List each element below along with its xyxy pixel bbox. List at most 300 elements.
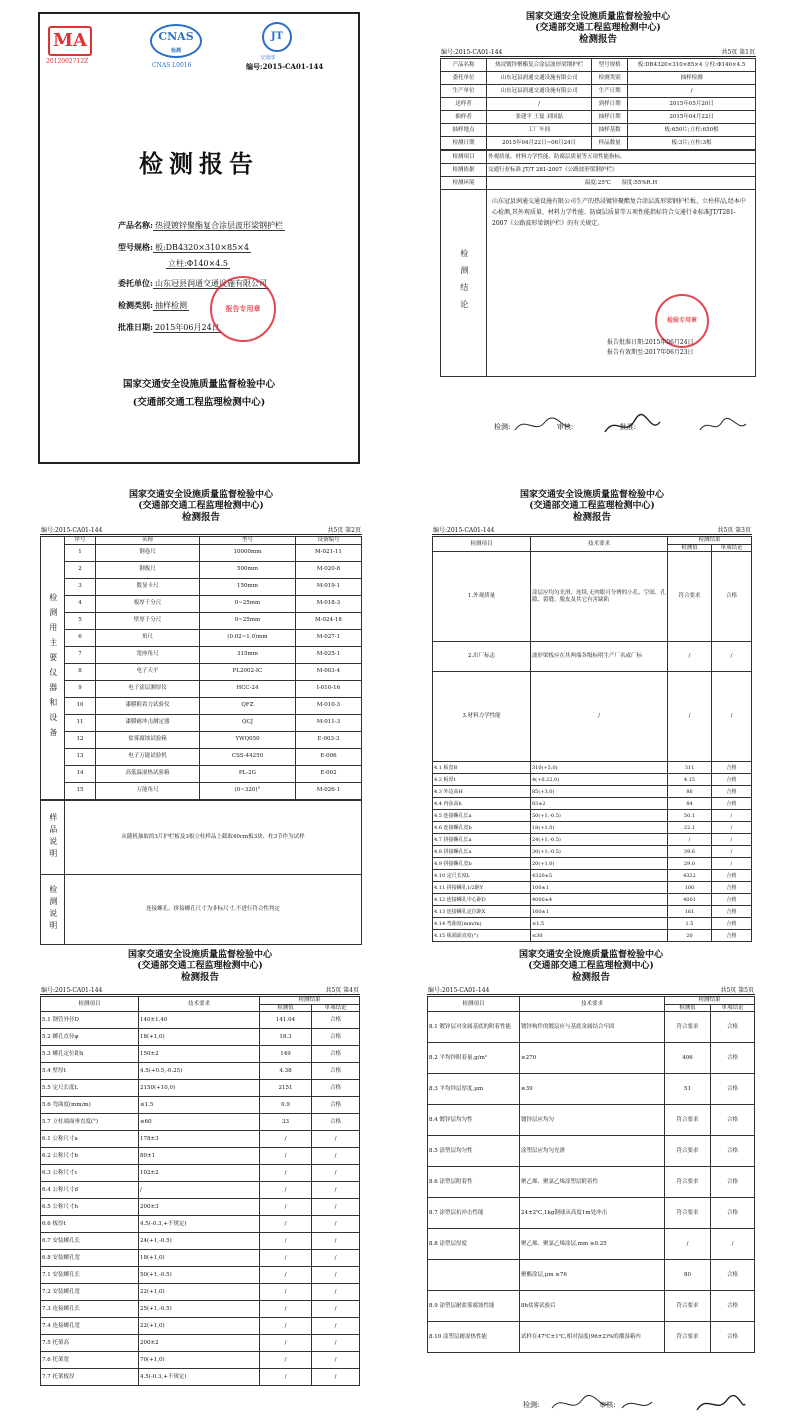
field-approve-date: 批准日期: 2015年06月24日 [118,322,220,332]
cnas-number: CNAS L0016 [152,62,192,69]
table-cell: 4.6 连接螺孔宽b [433,822,531,834]
info-cell: 检测类别 [592,72,628,85]
table-cell: 符合要求 [665,1136,711,1167]
table-row [41,595,362,612]
table-cell: 合格 [711,1105,755,1136]
table-cell: 聚乙烯、聚氯乙烯涂层,mm ≥0.25 [520,1229,665,1260]
table-cell: 符合要求 [665,1198,711,1229]
table-cell: / [312,1284,360,1301]
table-cell: / [312,1335,360,1352]
table-cell: 4.1 板宽B [433,762,531,774]
table-cell: 5.4 壁厚t [41,1063,139,1080]
table-cell: 11 [65,714,96,731]
info-cell: 抽样基数 [592,124,628,137]
table-cell: 0.9 [260,1097,312,1114]
table-cell: 6 [65,629,96,646]
column-header: 设备编号 [295,537,361,545]
table-row [428,1012,755,1043]
table-row [433,882,752,894]
table-cell: 高低温湿热试验箱 [96,765,200,782]
info-row [441,124,756,137]
table-cell: 壁厚千分尺 [96,612,200,629]
table-cell: 140±1.40 [139,1012,260,1029]
field-model-2: 立柱:Φ140×4.5 [168,259,228,268]
field-model: 型号规格: 板:DB4320×310×85×4 [118,242,249,252]
table-cell: 22.1 [668,822,712,834]
table-cell: 406 [665,1043,711,1074]
signature-marks [510,410,750,440]
table-cell: 合格 [711,1291,755,1322]
table-cell: M-020-8 [295,561,361,578]
table-cell: / [260,1250,312,1267]
table-cell: 钢板尺 [96,561,200,578]
table-cell: 0~25mm [200,595,296,612]
table-cell: 10000mm [200,544,296,561]
table-cell: M-026-1 [295,782,361,799]
issue-seal: 检验专用章 [655,294,709,348]
table-cell: 合格 [711,1136,755,1167]
table-row [41,1250,360,1267]
table-cell: 电子涂层测厚仪 [96,680,200,697]
table-cell: 合格 [711,1260,755,1291]
table-cell: 电子天平 [96,663,200,680]
page-number-bar: 编号:2015-CA01-144 共5页 第2页 [41,527,361,534]
table-row [41,1335,360,1352]
table-cell: 合格 [712,882,752,894]
table-row [433,894,752,906]
table-cell: 51 [665,1074,711,1105]
jt-logo: JT [262,22,292,52]
table-row [428,1291,755,1322]
table-cell: 合格 [312,1097,360,1114]
table-cell: 合格 [712,762,752,774]
table-cell: (0.02~1.0)mm [200,629,296,646]
table-cell: 5.7 立柱端面垂直度(°) [41,1114,139,1131]
table-cell: 合格 [312,1012,360,1029]
table-row [41,1012,360,1029]
table-cell: 39.6 [668,846,712,858]
table-header-row [41,537,362,545]
table-cell: 83±2 [531,798,668,810]
table-cell: 合格 [312,1114,360,1131]
table-cell: 4322 [668,870,712,882]
table-cell: 合格 [711,1012,755,1043]
info-cell: 样品数量 [592,137,628,150]
table-cell: 合格 [712,786,752,798]
table-cell: 50.1 [668,810,712,822]
table-row [41,629,362,646]
info-cell: 产品名称 [441,59,487,72]
table-row [41,1097,360,1114]
table-cell: 0~25mm [200,612,296,629]
table-cell: 5.2 螺孔直径φ [41,1029,139,1046]
table-cell: 2150(+10,0) [139,1080,260,1097]
page-header: 国家交通安全设施质量监督检验中心 (交通部交通工程监理检测中心) 检测报告 [127,950,272,983]
table-cell: M-021-11 [295,544,361,561]
table-row [41,1267,360,1284]
table-cell: 149 [260,1046,312,1063]
report-page-1 [440,12,756,457]
table-row [428,1167,755,1198]
table-row [41,1080,360,1097]
table-cell: 镀锌构件的镀层应与基底金属结合牢固 [520,1012,665,1043]
org-name: 国家交通安全设施质量监督检验中心 [122,379,275,390]
table-cell: 9 [65,680,96,697]
table-row [41,578,362,595]
page-number-bar: 编号:2015-CA01-144 共5页 第3页 [433,527,751,534]
table-cell: 100±1 [531,882,668,894]
table-cell: ≤30 [531,930,668,942]
table-cell: 合格 [312,1063,360,1080]
table-cell: 宽座角尺 [96,646,200,663]
table-row [41,680,362,697]
results-table: 检测项目 技术要求 检测结果 检测值 单项结论 1.外观质量 涂层应均匀光滑、连续,无肉眼可分辨的小孔、空间、孔隙、裂缝、脱皮及其它有害缺陷 符合要求 合格 2.出厂标志 波形梁板应在其两端各级标明生产厂名或厂标 / / 3.材料力学性能 / / / 4.1 板宽B 310(+5,0) 311 合格 4.2 板厚t 4(+0.22,0) 4.15 合格 4.3 外边高H 85(+3,0) 86 合格 4.4 内弦高h 83±2 84 合格 4.5 连接螺孔长a 50(+1,-0.5) 50.1 / 4.6 连接螺孔宽b 18(+1,0) 22.1 / 4.7 拼接螺孔长a 24(+1,-0.5) / / 4.8 拼接螺孔长a 30(+1,-0.5) 39.6 / 4.9 拼接螺孔宽b 20(+1,0) 29.0 / 4.10 定尺长度L 4320±5 4322 合格 4.11 拼接螺孔1/2距Y 100±1 100 合格 4.12 连接螺孔中心距D 4000±4 4001 合格 4.13 连接螺孔定位距X 160±1 161 合格 4.14 弯曲度(mm/m) ≤1.5 1.5 合格 4.15 板端面直度(°) ≤30 20 合格 [432,536,752,942]
table-cell: 合格 [712,930,752,942]
table-row [433,858,752,870]
table-row [433,930,752,942]
table-row [41,714,362,731]
table-cell: 1 [65,544,96,561]
table-cell: / [260,1335,312,1352]
table-cell: 12 [65,731,96,748]
table-cell: 160±1 [531,906,668,918]
table-cell: 4320±5 [531,870,668,882]
table-row [41,646,362,663]
table-cell: 4.3 外边高H [433,786,531,798]
table-row [41,1199,360,1216]
table-cell: 4(+0.22,0) [531,774,668,786]
table-cell: / [711,1229,755,1260]
table-cell: M-003-4 [295,663,361,680]
table-cell: 钢卷尺 [96,544,200,561]
table-cell: 7.6 托架宽 [41,1352,139,1369]
table-cell: QCJ [200,714,296,731]
table-cell: 310(+5,0) [531,762,668,774]
table-cell: 聚乙烯、聚氯乙烯涂塑层附着性 [520,1167,665,1198]
table-cell: 漆膜附着力试验仪 [96,697,200,714]
table-cell: M-024-18 [295,612,361,629]
page-header: 国家交通安全设施质量监督检验中心 (交通部交通工程监理检测中心) 检测报告 [128,490,273,523]
table-cell: HCC-24 [200,680,296,697]
table-cell: 315mm [200,646,296,663]
table-cell: ≥270 [520,1043,665,1074]
table-cell: 102±2 [139,1165,260,1182]
table-cell: 4.5(-0.3,+不规定) [139,1369,260,1386]
table-row [433,834,752,846]
page-header: 国家交通安全设施质量监督检验中心 (交通部交通工程监理检测中心) 检测报告 [519,490,664,523]
table-cell: / [260,1148,312,1165]
info-cell: 生产日期 [592,85,628,98]
info-row [441,98,756,111]
table-cell: / [312,1199,360,1216]
table-cell: 50(+1,-0.5) [139,1267,260,1284]
table-cell: M-011-3 [295,714,361,731]
table-cell: M-010-3 [295,697,361,714]
field-category: 检测类别: 抽样检测 [118,300,187,310]
table-row [433,774,752,786]
table-cell: PL2002-IC [200,663,296,680]
table-row [433,810,752,822]
table-cell: 板厚千分尺 [96,595,200,612]
table-cell: 5.3 螺孔定位距h [41,1046,139,1063]
table-cell: / [312,1182,360,1199]
table-cell: 合格 [711,1043,755,1074]
table-cell: 合格 [711,1322,755,1353]
table-row [428,1105,755,1136]
table-row [41,1233,360,1250]
info-cell: 生产单位 [441,85,487,98]
table-cell: 33 [260,1114,312,1131]
table-cell: 8.4 镀锌层均匀性 [428,1105,520,1136]
table-cell: 13 [65,748,96,765]
table-cell: 4.13 连接螺孔定位距X [433,906,531,918]
table-cell: 50(+1,-0.5) [531,810,668,822]
table-cell: 14 [65,765,96,782]
table-cell [428,1260,520,1291]
table-row [41,748,362,765]
info-cell: 山东冠县润通交通设施有限公司 [487,72,592,85]
field-product-name: 产品名称: 热浸镀锌聚酯复合涂层波形梁钢护栏 [118,220,283,230]
table-row [41,1165,360,1182]
page-number-bar: 编号:2015-CA01-144 共5页 第4页 [41,987,359,994]
report-page-2 [40,490,362,935]
table-cell: 符合要求 [665,1291,711,1322]
table-cell: / [312,1233,360,1250]
table-cell: 8.1 镀锌层对金属基底的附着性能 [428,1012,520,1043]
table-cell: E-003-3 [295,731,361,748]
ma-logo: MA [48,26,92,56]
table-cell: 2151 [260,1080,312,1097]
table-cell: 7 [65,646,96,663]
table-cell: QFZ [200,697,296,714]
table-cell: 合格 [712,894,752,906]
table-cell: 4001 [668,894,712,906]
table-cell: 18(+1,0) [139,1250,260,1267]
table-cell: / [312,1318,360,1335]
items-table: 检测项目 外观质量、材料力学性能、防腐层质量等五项性能指标。 检测依据 交通行业标准 JT/T 281-2007《公路波形梁钢护栏》 检测环境 温度:25℃ 湿度:55%R.H 检测结论 山东冠县润通交通设施有限公司生产的热浸镀锌聚酯复合涂层波形梁钢护栏板、立柱样品,经本中心检测,其外观质量、材料力学性能、防腐层质量等五项性能指标符合交通行业标准JT/T281-2007《公路波形梁钢护栏》的有关规定。 检验专用章 报告批准日期:2015年06月24日 报告有效期至:2017年06月23日 [440,150,756,377]
table-cell: 符合要求 [665,1012,711,1043]
table-cell: 30(+1,-0.5) [531,846,668,858]
report-cover-page [38,12,360,464]
info-cell: 委托单位 [441,72,487,85]
table-row [41,1352,360,1369]
table-cell: 7.4 连接螺孔宽 [41,1318,139,1335]
table-cell: 镀锌层应均匀 [520,1105,665,1136]
side-label-cell [41,537,65,800]
table-cell: 161 [668,906,712,918]
column-header: 序号 [65,537,96,545]
table-cell: E-006 [295,748,361,765]
table-row [433,918,752,930]
table-cell: / [260,1318,312,1335]
cnas-logo: CNAS 检测 [150,24,202,58]
info-cell: 抽样检测 [628,72,756,85]
table-cell: 24±2℃,1kg钢球从高度1m处冲击 [520,1198,665,1229]
table-row [41,782,362,799]
table-cell: 1.5 [668,918,712,930]
table-cell: 4.15 [668,774,712,786]
page-title: 检测报告 [139,149,259,178]
table-row [41,1046,360,1063]
page-number-bar: 编号:2015-CA01-144 共5页 第1页 [441,49,755,56]
table-cell: 20(+1,0) [531,858,668,870]
table-cell: I-010-16 [295,680,361,697]
info-row [441,85,756,98]
table-cell: 符合要求 [665,1105,711,1136]
table-row [433,870,752,882]
table-cell: 4.5(-0.3,+不规定) [139,1216,260,1233]
table-cell: 8.5 涂塑层均匀性 [428,1136,520,1167]
table-row [41,561,362,578]
page-header: 国家交通安全设施质量监督检验中心 (交通部交通工程监理检测中心) 检测报告 [525,12,670,45]
page-number-bar: 编号:2015-CA01-144 共5页 第5页 [428,987,754,994]
table-row [428,1260,755,1291]
table-cell: 8.7 涂塑层抗冲击性能 [428,1198,520,1229]
table-cell: / [260,1199,312,1216]
table-cell: M-019-1 [295,578,361,595]
table-cell: M-027-1 [295,629,361,646]
table-cell: 150mm [200,578,296,595]
table-cell: / [260,1165,312,1182]
table-cell: ≤1.5 [531,918,668,930]
table-row [41,697,362,714]
table-cell: 86 [668,786,712,798]
table-row [428,1136,755,1167]
table-cell: PL-2G [200,765,296,782]
table-cell: / [712,858,752,870]
table-cell: / [312,1148,360,1165]
table-row [41,1131,360,1148]
signature-row: 检测: 审核: 批准: [494,423,637,431]
table-cell: / [712,846,752,858]
field-client: 委托单位: 山东冠县润通交通设施有限公司 [118,278,267,288]
info-row [441,72,756,85]
table-cell: 4.15 板端面直度(°) [433,930,531,942]
table-row [428,1229,755,1260]
table-cell: 20 [668,930,712,942]
table-cell: / [668,834,712,846]
table-cell: 6.5 公称尺寸h [41,1199,139,1216]
table-cell: 8h盐雾试验后 [520,1291,665,1322]
table-cell: 18.3 [260,1029,312,1046]
info-cell: 抽样者 [441,111,487,124]
table-cell: 200±2 [139,1335,260,1352]
table-cell: 3 [65,578,96,595]
table-cell: 电子万能试验机 [96,748,200,765]
info-cell: 板:3片;立柱:3根 [628,137,756,150]
table-cell: 4.7 拼接螺孔长a [433,834,531,846]
table-cell: 500mm [200,561,296,578]
table-row [41,612,362,629]
table-row [41,1148,360,1165]
table-row [41,765,362,782]
table-cell: 7.2 安装螺孔宽 [41,1284,139,1301]
table-cell: 4.38 [260,1063,312,1080]
table-cell: / [260,1233,312,1250]
table-row [433,846,752,858]
table-cell: / [260,1182,312,1199]
table-cell: 8.6 涂塑层附着性 [428,1167,520,1198]
table-cell: 合格 [312,1080,360,1097]
info-cell: 检测日期 [441,137,487,150]
table-cell: 合格 [712,774,752,786]
table-cell: 311 [668,762,712,774]
table-cell: 6.7 安装螺孔长 [41,1233,139,1250]
table-cell: 合格 [711,1074,755,1105]
table-row [433,822,752,834]
table-cell: / [312,1267,360,1284]
table-cell: 7.7 托架板厚 [41,1369,139,1386]
table-cell: 6.6 板厚t [41,1216,139,1233]
info-cell: 2015年05月20日 [628,98,756,111]
table-cell: / [260,1369,312,1386]
table-cell: 4.9 拼接螺孔宽b [433,858,531,870]
table-row [428,1322,755,1353]
approve-date: 报告批准日期:2015年06月24日 [607,339,694,346]
table-cell: 合格 [712,870,752,882]
table-cell: / [260,1131,312,1148]
table-cell: 80±1 [139,1148,260,1165]
results-table: 检测项目 技术要求 检测结果 检测值 单项结论 8.1 镀锌层对金属基底的附着性能 镀锌构件的镀层应与基底金属结合牢固 符合要求 合格 8.2 平均锌附着量,g/m² ≥270 406 合格 8.3 平均锌层厚度,μm ≥39 51 合格 8.4 镀锌层均匀性 镀锌层应均匀 符合要求 合格 8.5 涂塑层均匀性 涂塑层应均匀光滑 符合要求 合格 8.6 涂塑层附着性 聚乙烯、聚氯乙烯涂塑层附着性 符合要求 合格 8.7 涂塑层抗冲击性能 24±2℃,1kg钢球从高度1m处冲击 符合要求 合格 8.8 涂塑层厚度 聚乙烯、聚氯乙烯涂层,mm ≥0.25 / / 聚酯涂层,μm ≥76 80 合格 8.9 涂塑层耐盐雾腐蚀性能 8h盐雾试验后 符合要求 合格 8.10 涂塑层耐湿热性能 试样在47℃±1℃,相对湿度(96±2)%的潮湿箱内 符合要求 合格 [427,996,755,1353]
side-label: 检测用主要仪器和设备 [48,592,58,743]
info-cell: 工厂车间 [487,124,592,137]
table-cell: 22(+1,0) [139,1284,260,1301]
table-cell: 18(+1,0) [139,1029,260,1046]
table-row [433,762,752,774]
table-cell: M-018-3 [295,595,361,612]
signature-row: 检测: 审核: [523,1401,616,1409]
table-cell: 150±2 [139,1046,260,1063]
table-cell: 符合要求 [665,1167,711,1198]
table-cell: 4000±4 [531,894,668,906]
table-cell: 18(+1,0) [531,822,668,834]
table-cell: 合格 [312,1046,360,1063]
ma-number: 2012002712Z [46,58,89,65]
info-cell: 送样者 [441,98,487,111]
org-name-sub: (交通部交通工程监理检测中心) [132,397,266,408]
jt-logo-sub: 交通部 [260,55,276,61]
table-cell: / [260,1216,312,1233]
table-cell: / [260,1267,312,1284]
table-cell: 5.5 定尺长度L [41,1080,139,1097]
report-code: 编号:2015-CA01-144 [246,62,324,71]
table-cell: / [665,1229,711,1260]
conclusion-text: 山东冠县润通交通设施有限公司生产的热浸镀锌聚酯复合涂层波形梁钢护栏板、立柱样品,经本中心检测,其外观质量、材料力学性能、防腐层质量等五项性能指标符合交通行业标准JT/T281-2007《公路波形梁钢护栏》的有关规定。 [492,198,746,227]
table-cell: / [312,1301,360,1318]
table-cell: 4 [65,595,96,612]
table-cell: 4.12 连接螺孔中心距D [433,894,531,906]
table-cell: / [712,822,752,834]
table-cell: 8.3 平均锌层厚度,μm [428,1074,520,1105]
table-row [433,798,752,810]
table-cell: 4.5 连接螺孔长a [433,810,531,822]
table-row [433,906,752,918]
info-cell: 抽样地点 [441,124,487,137]
info-cell: 热浸镀锌聚酯复合涂层波形梁钢护栏 [487,59,592,72]
info-cell: 到样日期 [592,98,628,111]
table-cell: / [312,1250,360,1267]
table-cell: 4.5(+0.5,-0.25) [139,1063,260,1080]
notes-table: 样品说明 从随机抽取的3片护栏板及3根立柱样品上截取40cm板3块、柱3节作为试样 检测说明 连接螺孔、拼接螺孔尺寸为非标尺寸,不进行符合性判定 [40,800,362,945]
table-cell: 8.10 涂塑层耐湿热性能 [428,1322,520,1353]
table-row [433,786,752,798]
table-row [41,1216,360,1233]
table-cell: 5 [65,612,96,629]
table-row [41,1182,360,1199]
column-header: 型号 [200,537,296,545]
info-cell: / [487,98,592,111]
table-cell: 漆膜耐冲击测定器 [96,714,200,731]
